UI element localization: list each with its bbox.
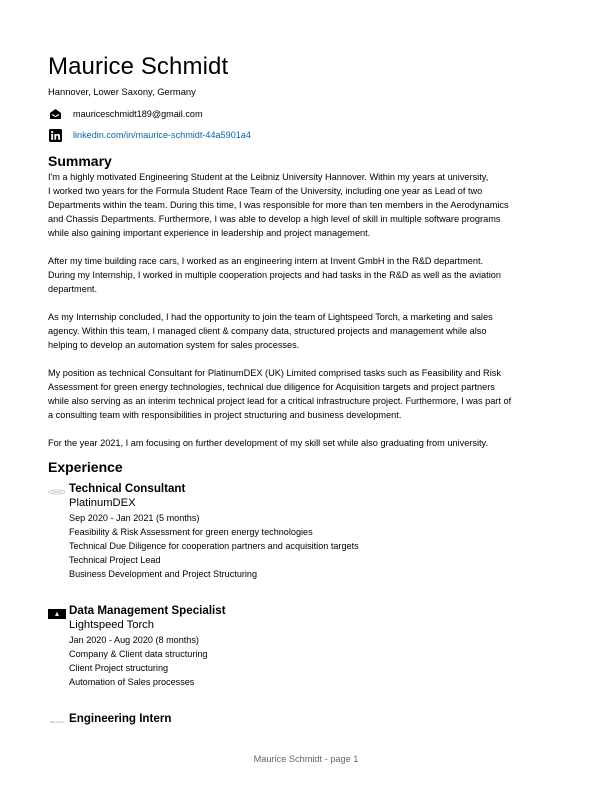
job-item: Business Development and Project Structuring: [69, 569, 258, 579]
summary-paragraph: My position as technical Consultant for PlatinumDEX (UK) Limited comprised tasks such as Feasibility and Risk Assessment for green energy technologies, technical due diligence for Acquisition targets and project partners while also serving as an interim technical project lead for a critical infrastructure project. Furthermore, I was part of a consulting team with responsibilities in project structuring and business development.: [48, 368, 512, 420]
email-icon: [48, 108, 63, 121]
job-item: Technical Due Diligence for cooperation partners and acquisition targets: [69, 541, 359, 551]
job-item: Feasibility & Risk Assessment for green energy technologies: [69, 527, 313, 537]
resume-page: [48, 52, 564, 726]
summary-paragraph: As my Internship concluded, I had the opportunity to join the team of Lightspeed Torch, a marketing and sales agency. Within this team, I managed client & company data, structured projects and management while also helping to develop an automation system for sales processes.: [48, 312, 493, 350]
job-dates: Jan 2020 - Aug 2020 (8 months): [69, 635, 199, 645]
job-title: Data Management Specialist: [69, 604, 226, 617]
page-footer: Maurice Schmidt - page 1: [253, 754, 359, 764]
invent-logo-icon: [48, 714, 66, 724]
job-entry: [48, 603, 564, 689]
email-text: mauriceschmidt189@gmail.com: [73, 109, 203, 119]
linkedin-link[interactable]: linkedin.com/in/maurice-schmidt-44a5901a4: [73, 130, 251, 140]
email-row: [48, 107, 564, 121]
job-item: Technical Project Lead: [69, 555, 161, 565]
summary-heading: Summary: [48, 153, 112, 169]
summary-paragraph: After my time building race cars, I worked as an engineering intern at Invent GmbH in the R&D department. During my Internship, I worked in multiple cooperation projects and had tasks in the R&D as well as the aviation department.: [48, 256, 501, 294]
linkedin-icon: [48, 129, 63, 142]
job-dates: Sep 2020 - Jan 2021 (5 months): [69, 513, 200, 523]
job-item: Client Project structuring: [69, 663, 169, 673]
company-name: Lightspeed Torch: [69, 619, 155, 631]
job-title: Engineering Intern: [69, 712, 172, 725]
job-entry: [48, 711, 564, 726]
person-name: Maurice Schmidt: [48, 53, 229, 80]
platinumdex-logo-icon: [48, 484, 66, 494]
job-item: Automation of Sales processes: [69, 677, 195, 687]
location: Hannover, Lower Saxony, Germany: [48, 86, 196, 97]
summary-paragraph: I'm a highly motivated Engineering Student at the Leibniz University Hannover. Within my years at university, I worked two years for the Formula Student Race Team of the University, including one year as Lead of two Departments within the team. During this time, I was responsible for more than ten members in the Aerodynamics and Chassis Departments. Furthermore, I was able to develop a high level of skill in multiple software programs while also gaining important experience in leadership and project management.: [48, 172, 509, 238]
summary-paragraph: For the year 2021, I am focusing on further development of my skill set while also graduating from university.: [48, 438, 489, 448]
company-name: PlatinumDEX: [69, 497, 136, 509]
job-item: Company & Client data structuring: [69, 649, 208, 659]
job-entry: [48, 481, 564, 581]
linkedin-row: [48, 128, 564, 142]
job-title: Technical Consultant: [69, 482, 186, 495]
experience-heading: Experience: [48, 459, 123, 475]
lightspeed-torch-logo-icon: [48, 606, 66, 616]
